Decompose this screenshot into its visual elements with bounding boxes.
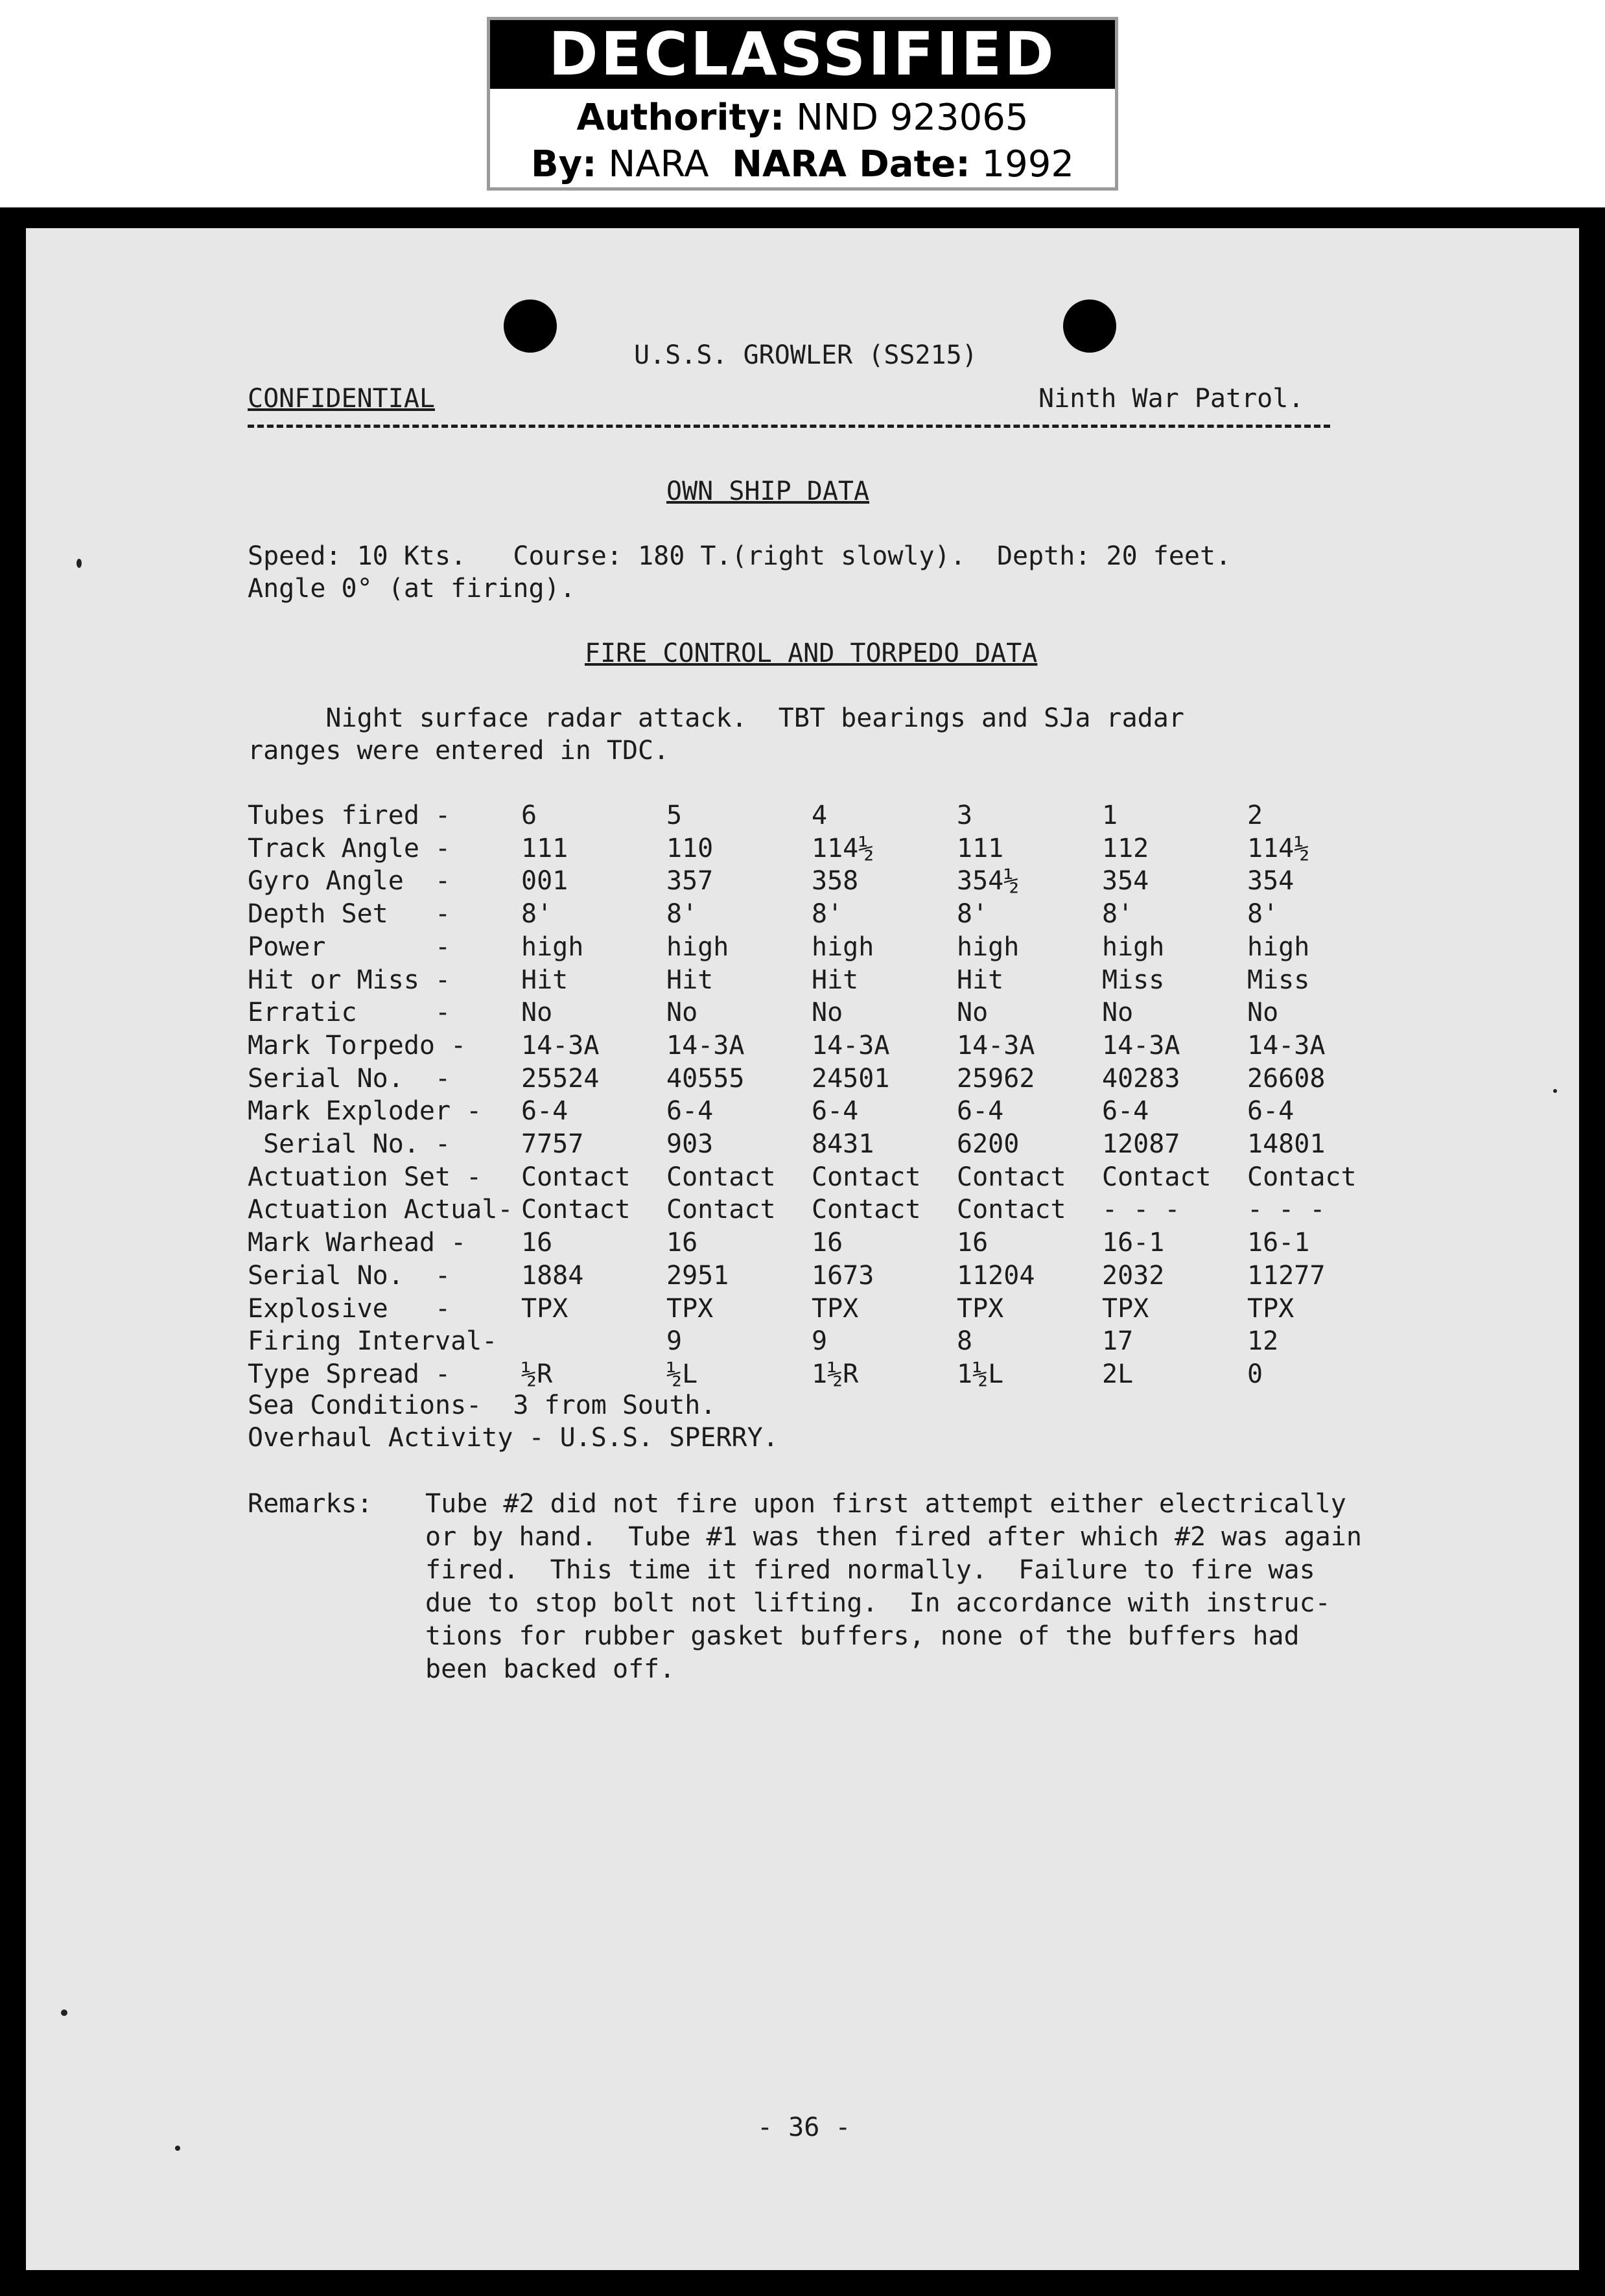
table-cell: 14801 <box>1247 1129 1326 1159</box>
table-cell: TPX <box>666 1294 714 1324</box>
table-cell: 1884 <box>521 1261 584 1291</box>
stamp-authority <box>490 97 1115 139</box>
stamp-authority-value: NND 923065 <box>796 97 1029 139</box>
table-cell: TPX <box>1102 1294 1149 1324</box>
table-cell: 14-3A <box>812 1031 890 1060</box>
table-cell: 3 <box>957 801 973 830</box>
stamp-date-value: 1992 <box>981 143 1075 185</box>
table-cell: 8 <box>957 1326 973 1356</box>
row-label: Actuation Set - <box>248 1162 482 1192</box>
table-cell: 25524 <box>521 1064 600 1094</box>
table-cell: 16 <box>812 1228 843 1258</box>
table-cell: 16-1 <box>1102 1228 1165 1258</box>
declassified-stamp <box>487 17 1118 191</box>
table-cell: 16 <box>957 1228 989 1258</box>
page-number: - 36 - <box>757 2113 851 2142</box>
table-cell: 8431 <box>812 1129 874 1159</box>
declassification-band <box>0 0 1605 207</box>
stamp-by-label: By: <box>530 143 597 185</box>
table-cell: 8' <box>812 899 843 929</box>
table-cell: 354½ <box>957 866 1020 896</box>
table-cell: - - - <box>1102 1195 1180 1224</box>
row-label: Type Spread - <box>248 1359 451 1389</box>
table-cell: TPX <box>957 1294 1004 1324</box>
table-cell: 4 <box>812 801 828 830</box>
row-label: Track Angle - <box>248 834 451 863</box>
table-cell: 8' <box>1247 899 1279 929</box>
row-label: Serial No. - <box>248 1064 451 1094</box>
table-cell: 14-3A <box>1102 1031 1180 1060</box>
table-cell: high <box>812 932 874 962</box>
header-divider <box>248 425 1330 428</box>
table-cell: Hit <box>666 965 714 995</box>
table-cell: 2L <box>1102 1359 1134 1389</box>
remarks-line: due to stop bolt not lifting. In accordance with instruc- <box>425 1588 1331 1618</box>
table-cell: 354 <box>1102 866 1149 896</box>
own-ship-line-2: Angle 0° (at firing). <box>248 574 576 603</box>
table-cell: 354 <box>1247 866 1295 896</box>
overhaul-activity: Overhaul Activity - U.S.S. SPERRY. <box>248 1423 779 1453</box>
table-cell: 8' <box>957 899 989 929</box>
table-cell: 8' <box>1102 899 1134 929</box>
ship-name: U.S.S. GROWLER (SS215) <box>634 340 978 370</box>
table-cell: Contact <box>521 1162 631 1192</box>
table-cell: No <box>521 998 553 1027</box>
table-cell: Contact <box>1102 1162 1212 1192</box>
table-cell: Contact <box>666 1162 776 1192</box>
table-cell: 17 <box>1102 1326 1134 1356</box>
table-cell: 11277 <box>1247 1261 1326 1291</box>
table-cell: ½L <box>666 1359 698 1389</box>
stamp-by-value: NARA <box>608 143 709 185</box>
table-cell: 5 <box>666 801 683 830</box>
row-label: Tubes fired - <box>248 801 451 830</box>
table-cell: 8' <box>666 899 698 929</box>
table-cell: 16 <box>666 1228 698 1258</box>
fire-control-heading: FIRE CONTROL AND TORPEDO DATA <box>585 638 1038 668</box>
table-cell: 14-3A <box>666 1031 745 1060</box>
table-cell: 6-4 <box>521 1096 568 1126</box>
table-cell: 9 <box>812 1326 828 1356</box>
table-cell: 903 <box>666 1129 714 1159</box>
table-cell: 1½L <box>957 1359 1004 1389</box>
table-cell: No <box>666 998 698 1027</box>
table-cell: 6-4 <box>812 1096 859 1126</box>
patrol-label: Ninth War Patrol. <box>1038 384 1304 414</box>
table-cell: 358 <box>812 866 859 896</box>
row-label: Mark Exploder - <box>248 1096 482 1126</box>
row-label: Erratic - <box>248 998 451 1027</box>
stamp-by <box>490 143 1115 185</box>
fire-control-intro-2: ranges were entered in TDC. <box>248 736 670 766</box>
table-cell: 114½ <box>1247 834 1310 863</box>
table-cell: 1½R <box>812 1359 859 1389</box>
table-cell: 357 <box>666 866 714 896</box>
table-cell: TPX <box>1247 1294 1295 1324</box>
row-label: Hit or Miss - <box>248 965 451 995</box>
table-cell: 12087 <box>1102 1129 1180 1159</box>
fire-control-intro-1: Night surface radar attack. TBT bearings and SJa radar <box>248 703 1184 733</box>
table-cell: 114½ <box>812 834 874 863</box>
table-cell: 0 <box>1247 1359 1263 1389</box>
paper-speck <box>1553 1089 1557 1093</box>
paper-speck <box>175 2146 180 2151</box>
remarks-line: Tube #2 did not fire upon first attempt either electrically <box>425 1489 1346 1519</box>
paper-speck <box>61 2009 67 2016</box>
table-cell: 6-4 <box>666 1096 714 1126</box>
stamp-authority-label: Authority: <box>576 97 785 139</box>
table-cell: Hit <box>521 965 568 995</box>
own-ship-heading: OWN SHIP DATA <box>666 476 870 506</box>
table-cell: Contact <box>812 1162 921 1192</box>
remarks-label: Remarks: <box>248 1489 373 1519</box>
table-cell: 16-1 <box>1247 1228 1310 1258</box>
remarks-line: tions for rubber gasket buffers, none of the buffers had <box>425 1621 1300 1651</box>
table-cell: No <box>812 998 843 1027</box>
row-label: Explosive - <box>248 1294 451 1324</box>
table-cell: high <box>1102 932 1165 962</box>
table-cell: No <box>1102 998 1134 1027</box>
stamp-title: DECLASSIFIED <box>490 20 1115 89</box>
table-cell: 14-3A <box>957 1031 1035 1060</box>
table-cell: 7757 <box>521 1129 584 1159</box>
table-cell: 25962 <box>957 1064 1035 1094</box>
table-cell: No <box>957 998 989 1027</box>
table-cell: TPX <box>812 1294 859 1324</box>
row-label: Serial No. - <box>248 1129 451 1159</box>
table-cell: 2032 <box>1102 1261 1165 1291</box>
table-cell: high <box>666 932 729 962</box>
table-cell: 2951 <box>666 1261 729 1291</box>
table-cell: 6-4 <box>957 1096 1004 1126</box>
table-cell: TPX <box>521 1294 568 1324</box>
table-cell: 111 <box>521 834 568 863</box>
table-cell: 6-4 <box>1247 1096 1295 1126</box>
table-cell: 40283 <box>1102 1064 1180 1094</box>
row-label: Depth Set - <box>248 899 451 929</box>
table-cell: Contact <box>521 1195 631 1224</box>
table-cell: Hit <box>957 965 1004 995</box>
row-label: Power - <box>248 932 451 962</box>
table-cell: 110 <box>666 834 714 863</box>
table-cell: Contact <box>1247 1162 1357 1192</box>
table-cell: Contact <box>957 1195 1066 1224</box>
table-cell: Miss <box>1247 965 1310 995</box>
remarks-line: fired. This time it fired normally. Failure to fire was <box>425 1555 1315 1585</box>
table-cell: 1 <box>1102 801 1118 830</box>
table-cell: 14-3A <box>521 1031 600 1060</box>
table-cell: ½R <box>521 1359 553 1389</box>
punch-hole-right <box>1063 299 1116 353</box>
table-cell: 12 <box>1247 1326 1279 1356</box>
row-label: Mark Torpedo - <box>248 1031 467 1060</box>
paper-speck <box>76 559 82 568</box>
table-cell: Contact <box>666 1195 776 1224</box>
row-label: Gyro Angle - <box>248 866 451 896</box>
table-cell: 8' <box>521 899 553 929</box>
table-cell: Contact <box>812 1195 921 1224</box>
sea-conditions: Sea Conditions- 3 from South. <box>248 1390 716 1420</box>
table-cell: high <box>957 932 1020 962</box>
table-cell: high <box>521 932 584 962</box>
row-label: Serial No. - <box>248 1261 451 1291</box>
row-label: Actuation Actual- <box>248 1195 513 1224</box>
table-cell: high <box>1247 932 1310 962</box>
punch-hole-left <box>504 299 557 353</box>
table-cell: 001 <box>521 866 568 896</box>
table-cell: Hit <box>812 965 859 995</box>
table-cell: 11204 <box>957 1261 1035 1291</box>
row-label: Firing Interval- <box>248 1326 498 1356</box>
table-cell: Contact <box>957 1162 1066 1192</box>
table-cell: No <box>1247 998 1279 1027</box>
row-label: Mark Warhead - <box>248 1228 467 1258</box>
own-ship-line-1: Speed: 10 Kts. Course: 180 T.(right slowly). Depth: 20 feet. <box>248 541 1232 571</box>
table-cell: 9 <box>666 1326 683 1356</box>
table-cell: 6 <box>521 801 537 830</box>
table-cell: 1673 <box>812 1261 874 1291</box>
table-cell: 2 <box>1247 801 1263 830</box>
table-cell: - - - <box>1247 1195 1326 1224</box>
table-cell: 6-4 <box>1102 1096 1149 1126</box>
stamp-date-label: NARA Date: <box>732 143 970 185</box>
table-cell: 26608 <box>1247 1064 1326 1094</box>
table-cell: 16 <box>521 1228 553 1258</box>
table-cell: 111 <box>957 834 1004 863</box>
table-cell: 6200 <box>957 1129 1020 1159</box>
table-cell: 40555 <box>666 1064 745 1094</box>
remarks-line: been backed off. <box>425 1654 675 1684</box>
remarks-line: or by hand. Tube #1 was then fired after which #2 was again <box>425 1522 1362 1552</box>
table-cell: 24501 <box>812 1064 890 1094</box>
table-cell: 14-3A <box>1247 1031 1326 1060</box>
table-cell: Miss <box>1102 965 1165 995</box>
classification-label: CONFIDENTIAL <box>248 384 435 414</box>
table-cell: 112 <box>1102 834 1149 863</box>
